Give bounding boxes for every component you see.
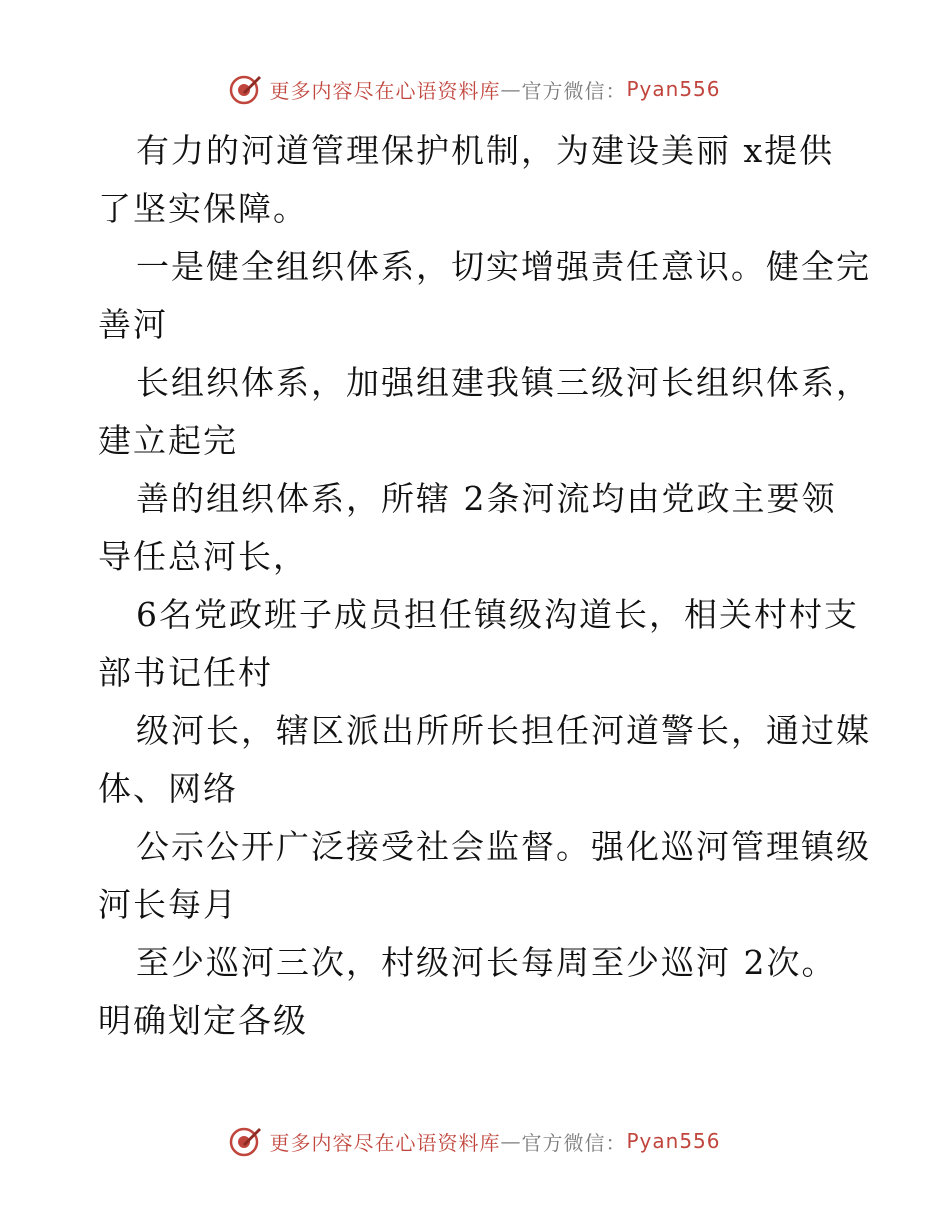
text-line: 有力的河道管理保护机制，为建设美丽 x提供 — [136, 131, 835, 170]
watermark-title: 更多内容尽在心语资料库 — [269, 1130, 501, 1155]
text-line: 级河长，辖区派出所所长担任河道警长，通过媒 — [136, 711, 871, 750]
text-line: 长组织体系，加强组建我镇三级河长组织体系， — [136, 363, 871, 402]
text-line: 建立起完 — [98, 421, 238, 460]
watermark-title: 更多内容尽在心语资料库 — [269, 78, 501, 103]
header-watermark — [0, 72, 950, 106]
watermark-account: Pyan556 — [626, 77, 721, 101]
document-body — [98, 122, 918, 1050]
text-line: 6名党政班子成员担任镇级沟道长，相关村村支 — [136, 595, 859, 634]
text-line: 河长每月 — [98, 885, 238, 924]
pen-logo-icon — [229, 72, 263, 106]
watermark-separator: — — [500, 1129, 522, 1153]
text-line: 导任总河长， — [98, 537, 308, 576]
watermark-label: 官方微信： — [521, 78, 627, 103]
text-line: 部书记任村 — [98, 653, 273, 692]
text-line: 明确划定各级 — [98, 1001, 308, 1040]
text-line: 至少巡河三次，村级河长每周至少巡河 2次。 — [136, 943, 837, 982]
footer-watermark — [0, 1124, 950, 1158]
pen-logo-icon — [229, 1124, 263, 1158]
text-line: 善的组织体系，所辖 2条河流均由党政主要领 — [136, 479, 837, 518]
text-line: 了坚实保障。 — [98, 189, 308, 228]
watermark-separator: — — [500, 77, 522, 101]
text-line: 一是健全组织体系，切实增强责任意识。健全完 — [136, 247, 871, 286]
text-line: 公示公开广泛接受社会监督。强化巡河管理镇级 — [136, 827, 871, 866]
text-line: 善河 — [98, 305, 168, 344]
watermark-label: 官方微信： — [521, 1130, 627, 1155]
watermark-account: Pyan556 — [626, 1129, 721, 1153]
text-line: 体、网络 — [98, 769, 238, 808]
